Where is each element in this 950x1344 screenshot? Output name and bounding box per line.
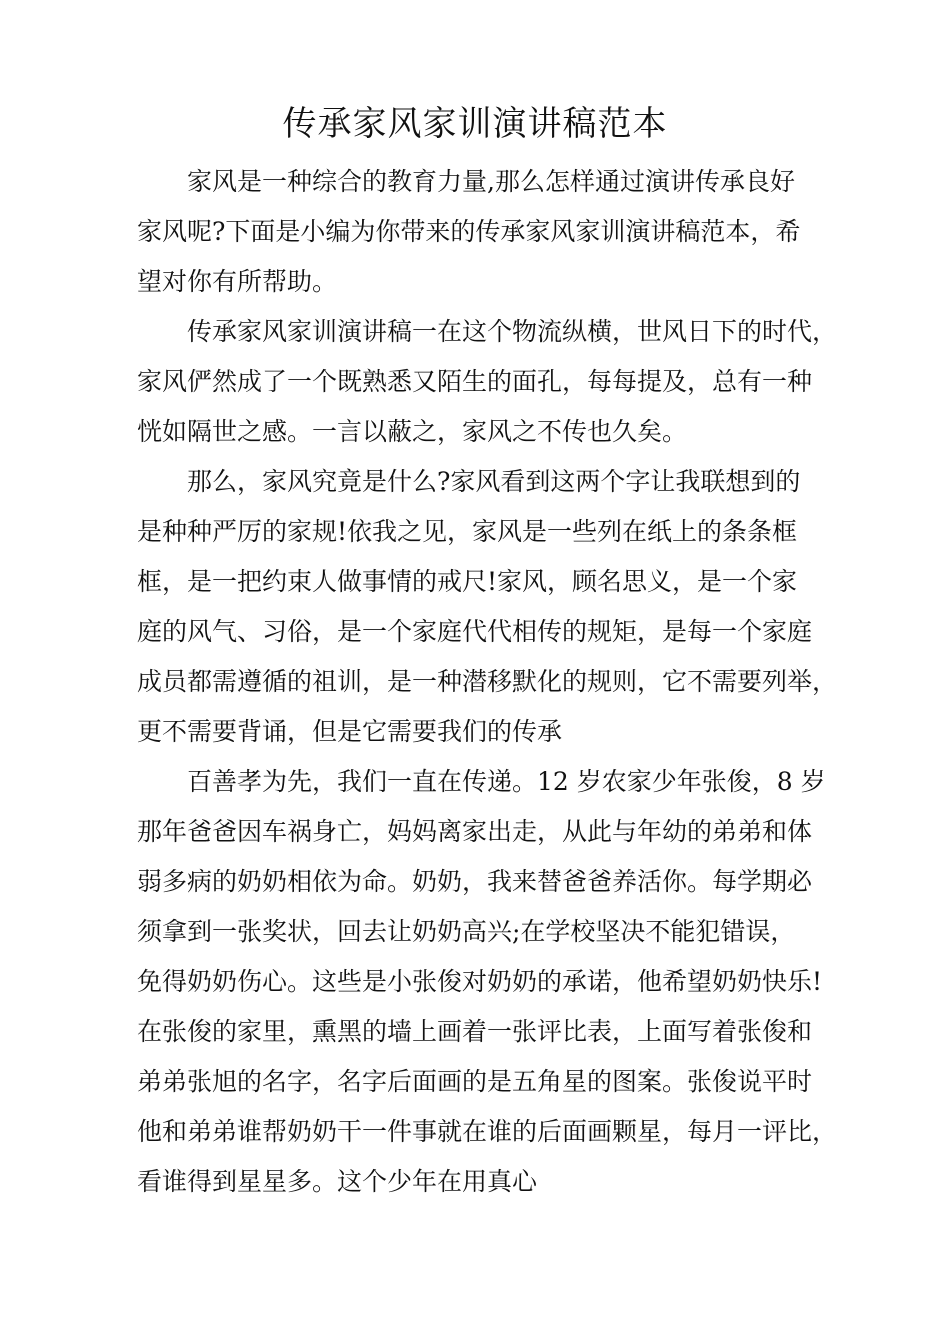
paragraph-3-line-2: 是种种严厉的家规!依我之见，家风是一些列在纸上的条条框: [137, 517, 798, 546]
paragraph-1-line-1: 家风是一种综合的教育力量,那么怎样通过演讲传承良好: [187, 167, 795, 196]
paragraph-2-line-3: 恍如隔世之感。一言以蔽之，家风之不传也久矣。: [137, 417, 688, 446]
paragraph-4-line-5: 免得奶奶伤心。这些是小张俊对奶奶的承诺，他希望奶奶快乐!: [137, 967, 823, 996]
paragraph-1-line-3: 望对你有所帮助。: [137, 267, 338, 296]
document-title: 传承家风家训演讲稿范本: [282, 104, 668, 144]
paragraph-2-line-2: 家风俨然成了一个既熟悉又陌生的面孔，每每提及，总有一种: [137, 367, 813, 396]
paragraph-4-line-1: 百善孝为先，我们一直在传递。12 岁农家少年张俊，8 岁: [187, 767, 826, 796]
paragraph-3-line-3: 框，是一把约束人做事情的戒尺!家风，顾名思义，是一个家: [137, 567, 798, 596]
paragraph-4-line-7: 弟弟张旭的名字，名字后面画的是五角星的图案。张俊说平时: [137, 1067, 813, 1096]
paragraph-3-line-4: 庭的风气、习俗，是一个家庭代代相传的规矩，是每一个家庭: [137, 617, 813, 646]
paragraph-3-line-5: 成员都需遵循的祖训，是一种潜移默化的规则，它不需要列举，: [137, 667, 838, 696]
paragraph-2-line-1: 传承家风家训演讲稿一在这个物流纵横，世风日下的时代，: [187, 317, 838, 346]
paragraph-3-line-1: 那么，家风究竟是什么?家风看到这两个字让我联想到的: [187, 467, 801, 496]
paragraph-4-line-9: 看谁得到星星多。这个少年在用真心: [137, 1167, 538, 1196]
paragraph-4-line-8: 他和弟弟谁帮奶奶干一件事就在谁的后面画颗星，每月一评比，: [137, 1117, 838, 1146]
paragraph-4-line-3: 弱多病的奶奶相依为命。奶奶，我来替爸爸养活你。每学期必: [137, 867, 813, 896]
paragraph-1-line-2: 家风呢?下面是小编为你带来的传承家风家训演讲稿范本，希: [137, 217, 801, 246]
paragraph-4-line-4: 须拿到一张奖状，回去让奶奶高兴;在学校坚决不能犯错误，: [137, 917, 796, 946]
paragraph-4-line-2: 那年爸爸因车祸身亡，妈妈离家出走，从此与年幼的弟弟和体: [137, 817, 813, 846]
paragraph-4-line-6: 在张俊的家里，熏黑的墙上画着一张评比表，上面写着张俊和: [137, 1017, 813, 1046]
paragraph-3-line-6: 更不需要背诵，但是它需要我们的传承: [137, 717, 563, 746]
